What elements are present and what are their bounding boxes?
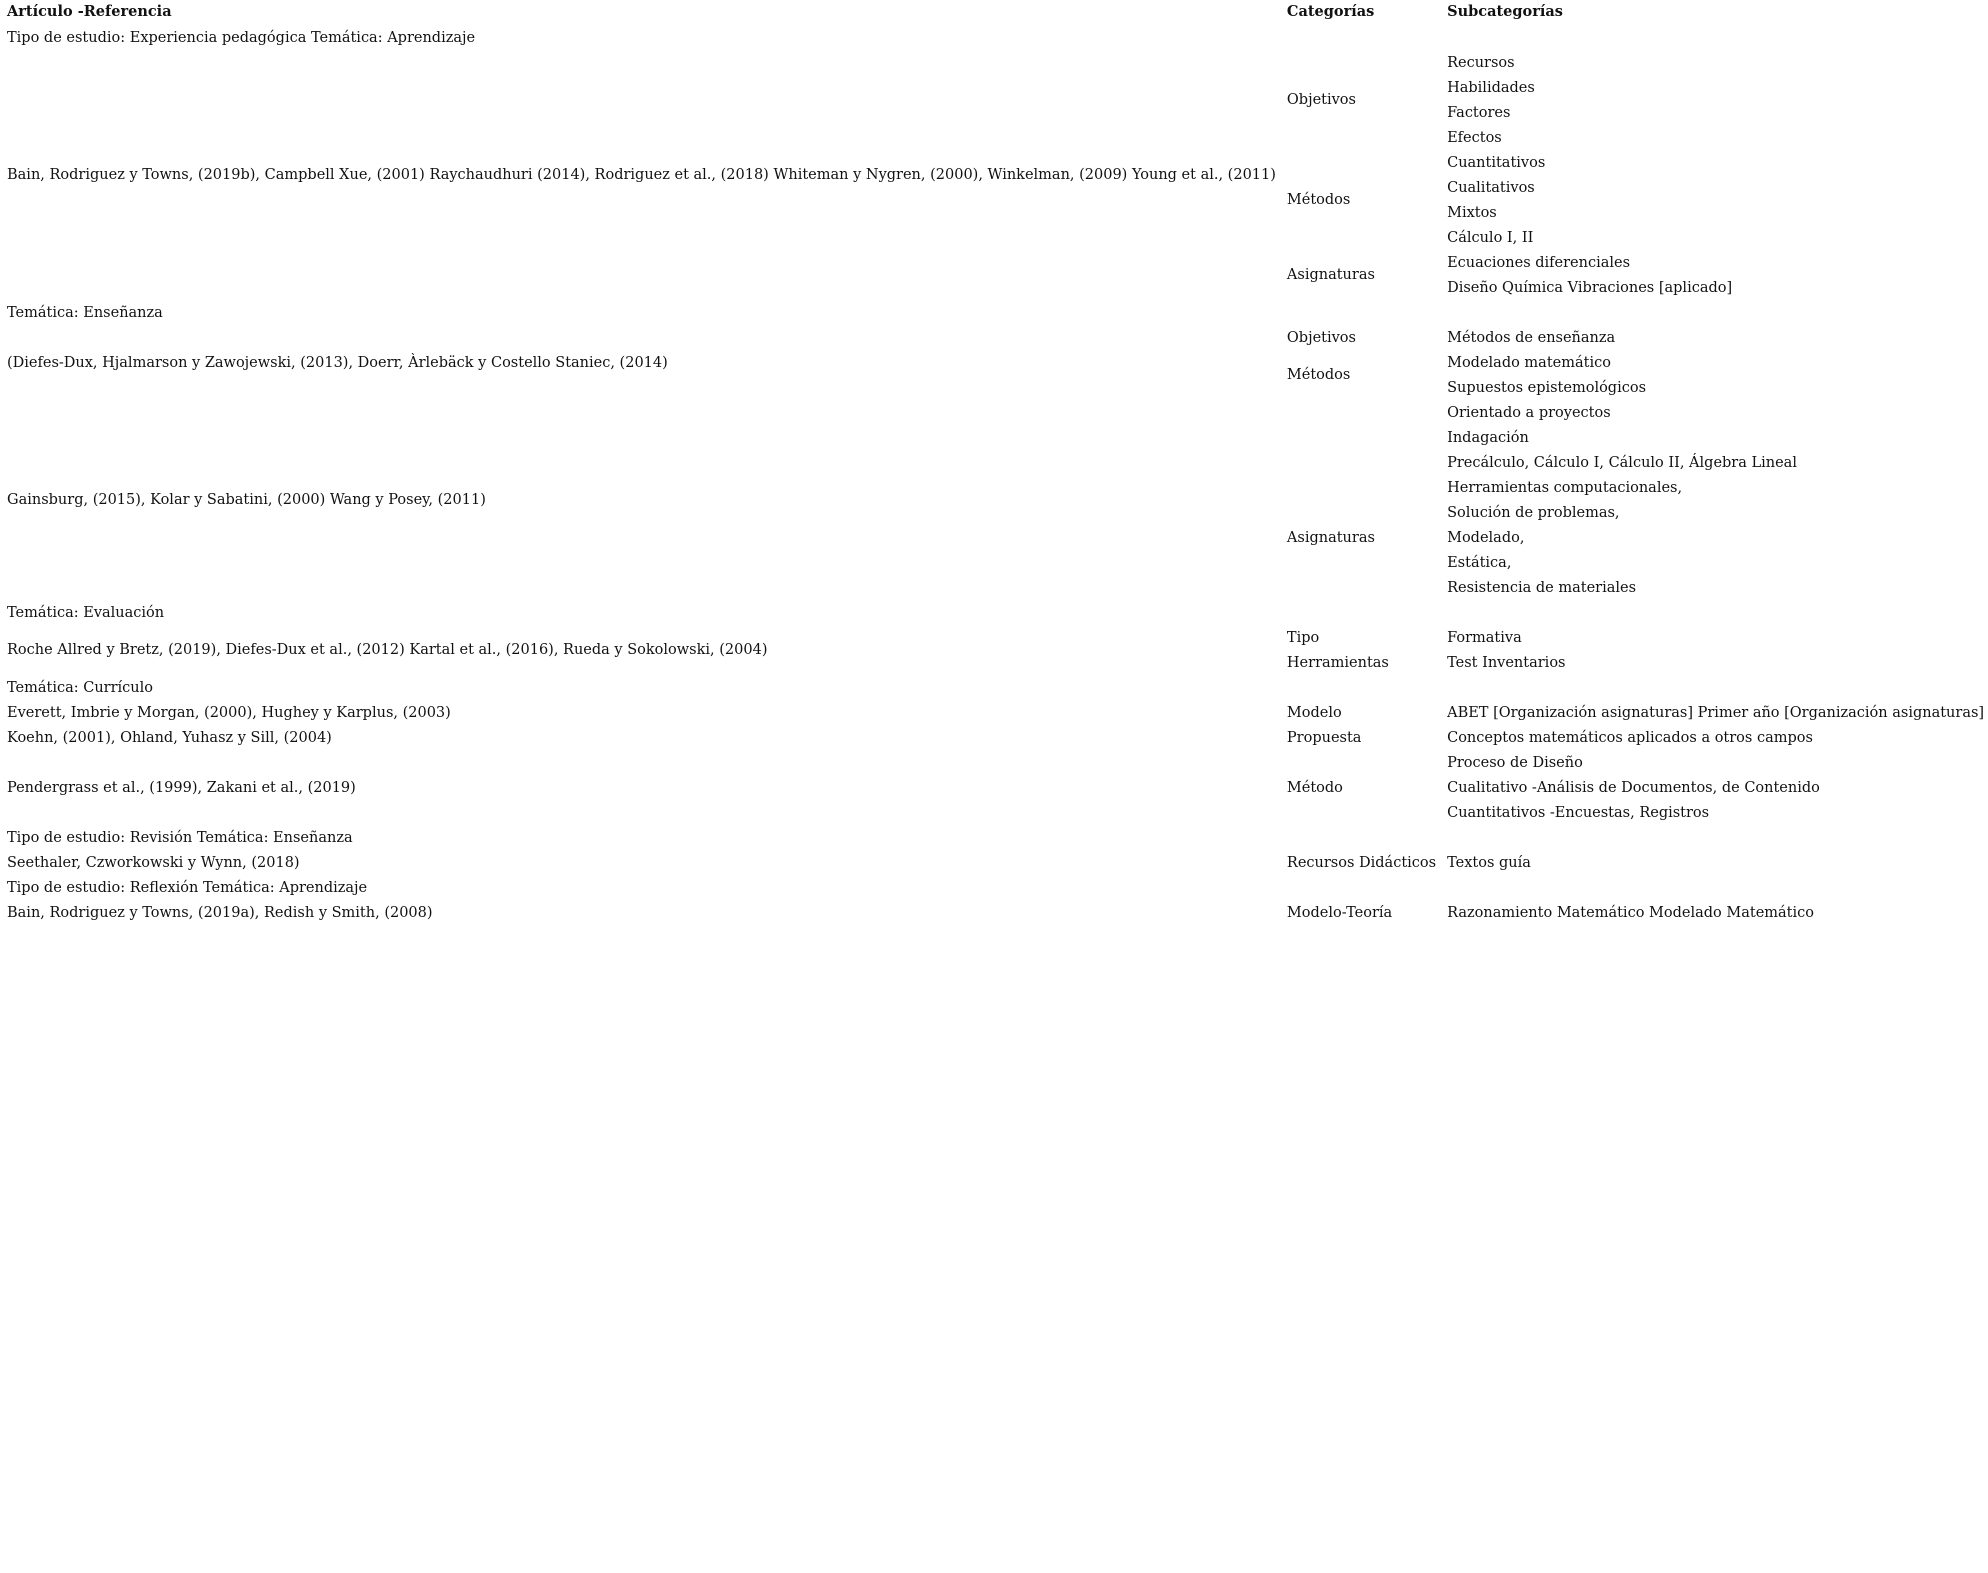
- reference-cell: (Diefes-Dux, Hjalmarson y Zawojewski, (2013), Doerr, Àrlebäck y Costello Staniec, (2014): [7, 354, 668, 371]
- category-cell: Recursos Didácticos: [1286, 854, 1437, 871]
- category-cell: Método: [1286, 779, 1343, 796]
- header-category: Categorías: [1286, 3, 1375, 20]
- table-body: [0, 25, 1988, 925]
- subcategory-cell: Proceso de Diseño: [1447, 754, 1583, 771]
- subcategory-cell: Razonamiento Matemático Modelado Matemático: [1447, 904, 1814, 921]
- section-title-row: [0, 600, 1988, 625]
- reference-cell: Seethaler, Czworkowski y Wynn, (2018): [7, 854, 300, 871]
- subcategory-cell: Textos guía: [1447, 854, 1531, 871]
- table-row: [0, 900, 1988, 925]
- header-reference: Artículo -Referencia: [7, 3, 172, 20]
- section-title-row: [0, 875, 1988, 900]
- category-cell: Asignaturas: [1286, 267, 1375, 283]
- subcategory-cell: Resistencia de materiales: [1447, 579, 1637, 596]
- category-cell: Modelo-Teoría: [1286, 904, 1393, 921]
- section-title: Tipo de estudio: Experiencia pedagógica Temática: Aprendizaje: [7, 29, 476, 46]
- header-subcategory: Subcategorías: [1447, 3, 1563, 20]
- category-cell: Objetivos: [1286, 92, 1356, 108]
- subcategory-cell: ABET [Organización asignaturas] Primer año [Organización asignaturas]: [1447, 704, 1985, 721]
- subcategory-cell: Orientado a proyectos: [1447, 404, 1611, 421]
- subcategory-cell: Test Inventarios: [1447, 654, 1566, 671]
- table-row: [0, 325, 1988, 350]
- category-cell: Asignaturas: [1286, 529, 1375, 546]
- subcategory-cell: Modelado,: [1447, 529, 1525, 546]
- category-cell: Tipo: [1286, 629, 1320, 646]
- subcategory-cell: Diseño Química Vibraciones [aplicado]: [1447, 279, 1733, 296]
- category-cell: Modelo: [1286, 704, 1342, 721]
- subcategory-cell: Precálculo, Cálculo I, Cálculo II, Álgebra Lineal: [1447, 454, 1797, 471]
- section-title-row: [0, 675, 1988, 700]
- subcategory-cell: Cualitativo -Análisis de Documentos, de Contenido: [1447, 779, 1820, 796]
- table-row: [0, 400, 1988, 425]
- subcategory-cell: Solución de problemas,: [1447, 504, 1620, 521]
- section-title: Temática: Enseñanza: [7, 304, 163, 321]
- reference-cell: Gainsburg, (2015), Kolar y Sabatini, (2000) Wang y Posey, (2011): [7, 492, 486, 508]
- table-row: [0, 850, 1988, 875]
- subcategory-cell: Supuestos epistemológicos: [1447, 379, 1647, 396]
- reference-cell: Bain, Rodriguez y Towns, (2019b), Campbell Xue, (2001) Raychaudhuri (2014), Rodriguez et al., (2018) Whiteman y Nygren, (2000), Winkelman, (2009) Young et al., (2011): [7, 167, 1276, 183]
- table-row: [0, 50, 1988, 75]
- subcategory-cell: Conceptos matemáticos aplicados a otros campos: [1447, 729, 1813, 746]
- table-row: [0, 700, 1988, 725]
- category-cell: Métodos: [1286, 192, 1351, 208]
- subcategory-cell: Métodos de enseñanza: [1447, 329, 1616, 346]
- section-title: Temática: Evaluación: [7, 604, 165, 621]
- subcategory-cell: Cálculo I, II: [1447, 229, 1534, 246]
- subcategory-cell: Cuantitativos -Encuestas, Registros: [1447, 804, 1710, 821]
- section-title-row: [0, 25, 1988, 50]
- subcategory-cell: Mixtos: [1447, 204, 1497, 221]
- section-title-row: [0, 825, 1988, 850]
- subcategory-cell: Indagación: [1447, 429, 1529, 446]
- section-title: Tipo de estudio: Reflexión Temática: Aprendizaje: [7, 879, 368, 896]
- section-title: Temática: Currículo: [7, 679, 154, 696]
- subcategory-cell: Cuantitativos: [1447, 154, 1546, 171]
- reference-cell: Koehn, (2001), Ohland, Yuhasz y Sill, (2004): [7, 729, 332, 746]
- reference-cell: Everett, Imbrie y Morgan, (2000), Hughey y Karplus, (2003): [7, 704, 451, 721]
- category-cell: [1280, 400, 1440, 475]
- reference-cell: Bain, Rodriguez y Towns, (2019a), Redish y Smith, (2008): [7, 904, 433, 921]
- category-cell: Métodos: [1286, 367, 1351, 383]
- subcategory-cell: Ecuaciones diferenciales: [1447, 254, 1631, 271]
- table-row: [0, 750, 1988, 775]
- subcategory-cell: Modelado matemático: [1447, 354, 1611, 371]
- subcategory-cell: Formativa: [1447, 629, 1522, 646]
- section-title-row: [0, 300, 1988, 325]
- reference-cell: Roche Allred y Bretz, (2019), Diefes-Dux et al., (2012) Kartal et al., (2016), Rueda y Sokolowski, (2004): [7, 642, 768, 658]
- subcategory-cell: Cualitativos: [1447, 179, 1535, 196]
- subcategory-cell: Efectos: [1447, 129, 1502, 146]
- subcategory-cell: Factores: [1447, 104, 1511, 121]
- category-cell: Propuesta: [1286, 729, 1362, 746]
- section-title: Tipo de estudio: Revisión Temática: Enseñanza: [7, 829, 353, 846]
- table-row: [0, 725, 1988, 750]
- header-row: [0, 0, 1988, 25]
- subcategory-cell: Habilidades: [1447, 79, 1535, 96]
- subcategory-cell: Herramientas computacionales,: [1447, 479, 1683, 496]
- category-cell: Objetivos: [1286, 329, 1356, 346]
- reference-cell: Pendergrass et al., (1999), Zakani et al., (2019): [7, 779, 356, 796]
- subcategory-cell: Estática,: [1447, 554, 1512, 571]
- table-row: [0, 625, 1988, 650]
- category-cell: Herramientas: [1286, 654, 1389, 671]
- subcategory-cell: Recursos: [1447, 54, 1515, 71]
